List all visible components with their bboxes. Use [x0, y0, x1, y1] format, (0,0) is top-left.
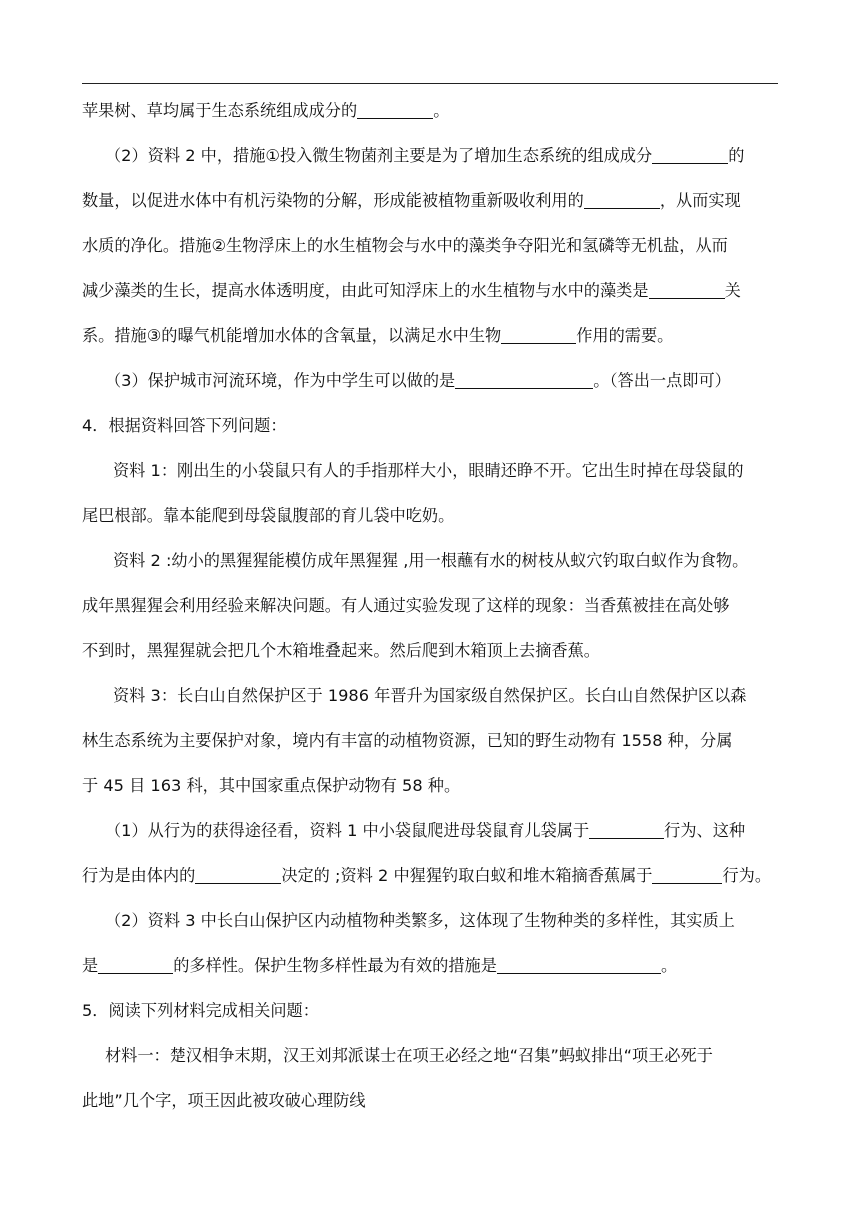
text-line-20: 是 的多样性。保护生物多样性最为有效的措施是 。	[82, 956, 678, 975]
text-line-13: 不到时，黑猩猩就会把几个木箱堆叠起来。然后爬到木箱顶上去摘香蕉。	[82, 641, 600, 660]
answer-blank[interactable]	[98, 955, 173, 974]
text-line-15: 林生态系统为主要保护对象，境内有丰富的动植物资源，已知的野生动物有 1558 种，分属	[82, 731, 733, 750]
text-line-17: （1）从行为的获得途径看，资料 1 中小袋鼠爬进母袋鼠育儿袋属于 行为、这种	[105, 821, 746, 840]
text-line-19: （2）资料 3 中长白山保护区内动植物种类繁多，这体现了生物种类的多样性，其实质上	[105, 911, 735, 930]
answer-blank[interactable]	[652, 865, 722, 884]
header-rule	[82, 83, 778, 84]
answer-blank[interactable]	[589, 820, 664, 839]
text-line-14: 资料 3：长白山自然保护区于 1986 年晋升为国家级自然保护区。长白山自然保护区以森	[113, 686, 747, 705]
answer-blank[interactable]	[649, 280, 725, 299]
text-line-5: 减少藻类的生长，提高水体透明度，由此可知浮床上的水生植物与水中的藻类是 关	[82, 281, 741, 300]
question-heading-5: 5．阅读下列材料完成相关问题：	[82, 1001, 319, 1020]
answer-blank[interactable]	[497, 955, 661, 974]
answer-blank[interactable]	[357, 100, 433, 119]
answer-blank[interactable]	[584, 190, 660, 209]
answer-blank[interactable]	[501, 325, 576, 344]
answer-blank[interactable]	[195, 865, 281, 884]
text-line-3: 数量，以促进水体中有机污染物的分解，形成能被植物重新吸收利用的 ，从而实现	[82, 191, 741, 210]
answer-blank[interactable]	[652, 145, 728, 164]
text-line-2: （2）资料 2 中，措施①投入微生物菌剂主要是为了增加生态系统的组成成分 的	[105, 146, 745, 165]
text-line-9: 资料 1：刚出生的小袋鼠只有人的手指那样大小，眼睛还睁不开。它出生时掉在母袋鼠的	[113, 461, 744, 480]
text-line-7: （3）保护城市河流环境，作为中学生可以做的是 。（答出一点即可）	[105, 371, 731, 390]
text-line-1: 苹果树、草均属于生态系统组成成分的 。	[82, 101, 450, 120]
text-line-18: 行为是由体内的 决定的 ;资料 2 中猩猩钓取白蚁和堆木箱摘香蕉属于 行为。	[82, 866, 772, 885]
text-line-12: 成年黑猩猩会利用经验来解决问题。有人通过实验发现了这样的现象：当香蕉被挂在高处够	[82, 596, 730, 615]
text-line-16: 于 45 目 163 科，其中国家重点保护动物有 58 种。	[82, 776, 461, 795]
text-line-4: 水质的净化。措施②生物浮床上的水生植物会与水中的藻类争夺阳光和氢磷等无机盐，从而	[82, 236, 728, 255]
text-line-23: 此地”几个字，项王因此被攻破心理防线	[82, 1091, 366, 1110]
text-line-6: 系。措施③的曝气机能增加水体的含氧量，以满足水中生物 作用的需要。	[82, 326, 674, 345]
question-heading-4: 4．根据资料回答下列问题：	[82, 416, 287, 435]
answer-blank[interactable]	[455, 370, 593, 389]
text-line-10: 尾巴根部。靠本能爬到母袋鼠腹部的育儿袋中吃奶。	[82, 506, 455, 525]
text-line-22: 材料一：楚汉相争末期，汉王刘邦派谋士在项王必经之地“召集”蚂蚁排出“项王必死于	[105, 1046, 713, 1065]
text-line-11: 资料 2 :幼小的黑猩猩能模仿成年黑猩猩 ,用一根蘸有水的树枝从蚁穴钓取白蚁作为食物。	[113, 551, 749, 570]
